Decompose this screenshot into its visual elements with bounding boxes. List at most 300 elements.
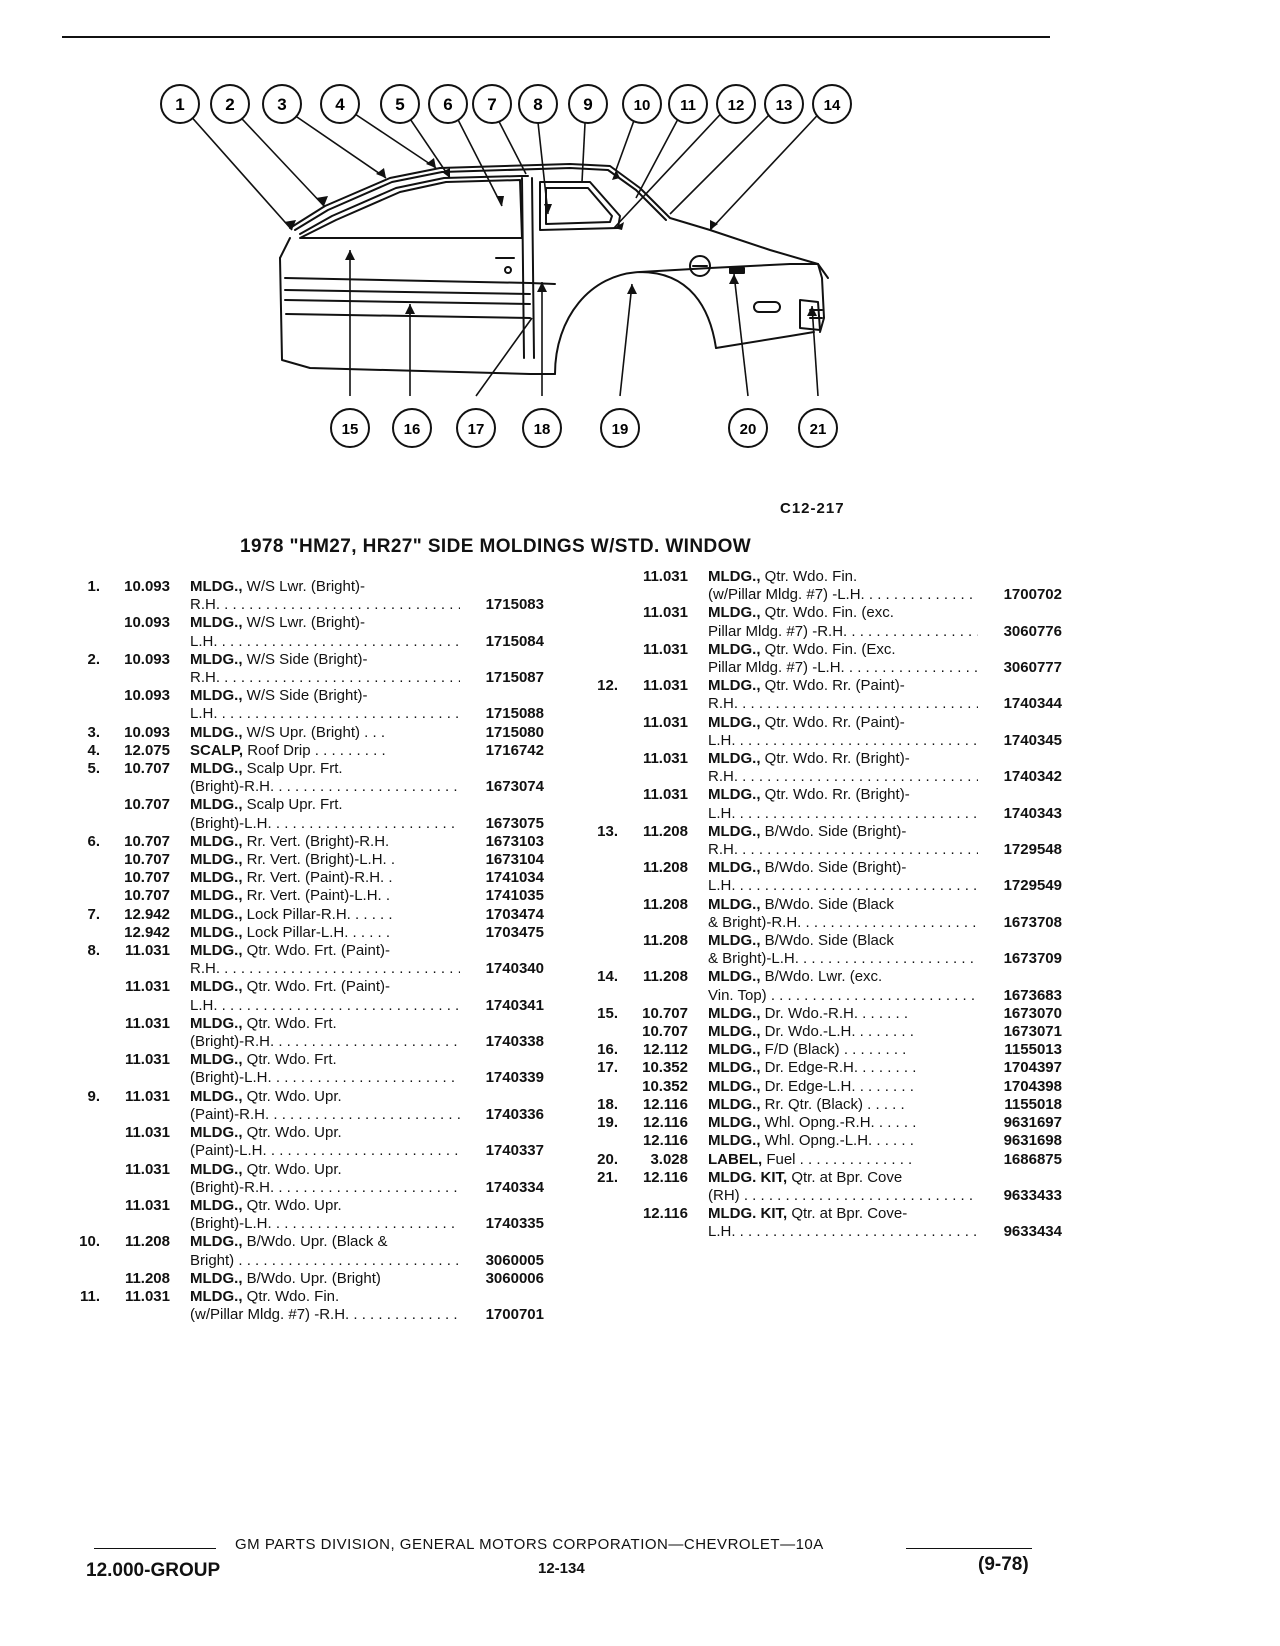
description-line-1: B/Wdo. Side (Black (760, 932, 894, 950)
description-line-2: Vin. Top) (708, 986, 767, 1004)
part-description (708, 1059, 1062, 1077)
description-line-1: W/S Upr. (Bright) . . . (242, 723, 386, 741)
part-description (190, 578, 544, 614)
group-number: 11.031 (642, 604, 688, 622)
item-number: 18. (597, 1095, 618, 1113)
parts-entry (74, 724, 544, 742)
description-line-1: Qtr. Wdo. Fin. (242, 1287, 340, 1305)
callout-number: 8 (533, 95, 543, 114)
part-description (190, 1197, 544, 1233)
callout-number: 1 (175, 95, 185, 114)
callout-number: 17 (467, 421, 485, 438)
group-number: 12.112 (642, 1041, 688, 1059)
parts-entry (592, 1041, 1062, 1059)
part-description (190, 1270, 544, 1288)
description-line-1: Lock Pillar-R.H. . . . . . (242, 905, 393, 923)
part-number: 1715080 (485, 723, 544, 741)
leader-dots (738, 768, 978, 785)
part-keyword: MLDG., (708, 1059, 761, 1077)
description-line-1: W/S Lwr. (Bright)- (242, 578, 366, 595)
part-description (190, 1088, 544, 1124)
parts-entry (592, 641, 1062, 677)
description-line-1: Dr. Edge-L.H. . . . . . . . (760, 1077, 914, 1095)
parts-entry (74, 1051, 544, 1087)
group-number: 11.031 (642, 640, 688, 658)
description-line-1: Dr. Edge-R.H. . . . . . . . (760, 1059, 917, 1077)
part-number: 3060006 (485, 1269, 544, 1287)
part-number: 9633434 (1003, 1223, 1062, 1241)
part-number: 1740344 (1003, 695, 1062, 713)
part-number: 1740337 (485, 1142, 544, 1160)
parts-list-left (74, 578, 544, 1324)
description-line-2: (Bright)-R.H. (190, 1178, 275, 1196)
group-number: 12.116 (642, 1168, 688, 1186)
description-line-2: L.H. (708, 877, 736, 895)
group-number: 10.707 (124, 869, 170, 887)
part-number: 1740342 (1003, 768, 1062, 786)
leader-dots (274, 1033, 460, 1050)
description-line-1: W/S Side (Bright)- (242, 687, 368, 705)
part-keyword: MLDG., (190, 723, 243, 741)
part-keyword: MLDG. KIT, (708, 1168, 788, 1186)
parts-entry (74, 942, 544, 978)
description-line-1: Qtr. Wdo. Rr. (Paint)- (760, 713, 905, 731)
leader-dots (736, 805, 978, 822)
part-keyword: MLDG., (190, 796, 243, 814)
description-line-2: R.H. (708, 841, 738, 859)
group-number: 11.208 (642, 968, 688, 986)
group-number: 11.208 (642, 859, 688, 877)
item-number: 10. (79, 1233, 100, 1251)
description-line-1: Whl. Opng.-L.H. . . . . . (760, 1132, 914, 1150)
description-line-2: L.H. (708, 1223, 736, 1241)
leader-dots (847, 623, 978, 640)
callout-number: 7 (487, 95, 497, 114)
parts-entry (74, 687, 544, 723)
group-label: 12.000-GROUP (86, 1560, 221, 1581)
parts-entry (592, 714, 1062, 750)
leader-dots (220, 960, 460, 977)
description-line-2: (RH) (708, 1186, 740, 1204)
item-number: 19. (597, 1114, 618, 1132)
parts-entry (592, 1169, 1062, 1205)
part-keyword: MLDG., (190, 887, 243, 905)
callout-number: 21 (809, 421, 827, 438)
group-number: 11.208 (642, 932, 688, 950)
group-number: 12.942 (124, 905, 170, 923)
group-number: 11.208 (124, 1269, 170, 1287)
part-description (190, 1233, 544, 1269)
part-number: 1729548 (1003, 841, 1062, 859)
description-line-1: Qtr. Wdo. Upr. (242, 1160, 342, 1178)
group-number: 10.707 (642, 1004, 688, 1022)
part-description (190, 1124, 544, 1160)
part-keyword: MLDG., (190, 1087, 243, 1105)
part-number: 1155018 (1004, 1095, 1062, 1113)
group-number: 10.093 (124, 687, 170, 705)
group-number: 10.707 (124, 851, 170, 869)
description-line-1: Scalp Upr. Frt. (242, 760, 343, 778)
part-description (190, 796, 544, 832)
description-line-1: Qtr. Wdo. Upr. (242, 1124, 342, 1142)
part-keyword: MLDG., (190, 832, 243, 850)
part-description (190, 742, 544, 760)
part-keyword: MLDG., (190, 1160, 243, 1178)
part-keyword: MLDG., (190, 1014, 243, 1032)
item-number: 8. (87, 942, 100, 960)
description-line-1: Rr. Vert. (Bright)-L.H. . (242, 851, 396, 869)
part-description (708, 1132, 1062, 1150)
leader-dots (218, 997, 460, 1014)
parts-entry (74, 1124, 544, 1160)
leader-dots (740, 1187, 978, 1204)
description-line-2: (Bright)-R.H. (190, 778, 275, 796)
item-number: 21. (597, 1168, 618, 1186)
part-number: 1673074 (485, 778, 544, 796)
part-keyword: MLDG., (190, 905, 243, 923)
part-number: 1703475 (485, 923, 544, 941)
description-line-2: R.H. (708, 695, 738, 713)
part-keyword: MLDG., (708, 640, 761, 658)
leader-dots (272, 1069, 460, 1086)
leader-dots (274, 1179, 460, 1196)
group-number: 12.116 (642, 1114, 688, 1132)
description-line-2: R.H. (190, 669, 220, 687)
part-keyword: MLDG., (708, 604, 761, 622)
part-number: 3060005 (485, 1251, 544, 1269)
description-line-2: (Bright)-L.H. (190, 1069, 272, 1087)
parts-entry (592, 1005, 1062, 1023)
part-description (190, 687, 544, 723)
group-number: 11.031 (642, 568, 688, 585)
group-number: 10.352 (642, 1077, 688, 1095)
description-line-1: Lock Pillar-L.H. . . . . . (242, 923, 391, 941)
part-keyword: MLDG., (190, 923, 243, 941)
part-number: 1740336 (485, 1105, 544, 1123)
callouts-top (161, 85, 851, 123)
part-keyword: MLDG., (190, 687, 243, 705)
callout-number: 16 (403, 421, 421, 438)
item-number: 13. (597, 822, 618, 840)
part-number: 1716742 (485, 741, 544, 759)
leader-dots (218, 633, 460, 650)
footer-publisher: GM PARTS DIVISION, GENERAL MOTORS CORPORATION—CHEVROLET—10A (235, 1536, 824, 1553)
part-description (708, 823, 1062, 859)
group-number: 10.352 (642, 1059, 688, 1077)
part-keyword: MLDG., (708, 822, 761, 840)
part-number: 1704398 (1003, 1077, 1062, 1095)
description-line-1: Dr. Wdo.-R.H. . . . . . . (760, 1004, 909, 1022)
item-number: 6. (87, 832, 100, 850)
part-description (190, 724, 544, 742)
part-number: 1155013 (1004, 1041, 1062, 1059)
part-keyword: MLDG., (190, 978, 243, 996)
description-line-2: L.H. (190, 705, 218, 723)
part-description (708, 896, 1062, 932)
part-keyword: MLDG., (708, 968, 761, 986)
description-line-2: (Paint)-R.H. (190, 1105, 270, 1123)
description-line-1: Qtr. Wdo. Frt. (Paint)- (242, 978, 391, 996)
part-number: 1741034 (485, 869, 544, 887)
leader-dots (736, 877, 978, 894)
part-description (708, 1205, 1062, 1241)
description-line-1: Rr. Vert. (Paint)-L.H. . (242, 887, 391, 905)
part-keyword: MLDG., (708, 1095, 761, 1113)
leader-dots (845, 659, 978, 676)
parts-entry (74, 742, 544, 760)
description-line-2: L.H. (708, 804, 736, 822)
group-number: 12.116 (642, 1205, 688, 1223)
group-number: 10.707 (642, 1023, 688, 1041)
part-description (708, 1169, 1062, 1205)
callout-number: 11 (680, 97, 696, 114)
item-number: 5. (87, 760, 100, 778)
part-description (708, 1041, 1062, 1059)
item-number: 20. (597, 1150, 618, 1168)
description-line-2: (w/Pillar Mldg. #7) -R.H. . . . . (190, 1306, 383, 1324)
part-number: 9631697 (1003, 1114, 1062, 1132)
part-number: 1673683 (1003, 986, 1062, 1004)
part-keyword: MLDG., (190, 942, 243, 960)
part-number: 1740340 (485, 960, 544, 978)
parts-entry (74, 1161, 544, 1197)
group-number: 11.031 (124, 1196, 170, 1214)
description-line-1: W/S Side (Bright)- (242, 650, 368, 668)
item-number: 4. (87, 741, 100, 759)
parts-entry (592, 1114, 1062, 1132)
top-rule (62, 36, 1050, 38)
description-line-1: Rr. Qtr. (Black) . . . . . (760, 1095, 905, 1113)
part-number: 3060777 (1003, 659, 1062, 677)
group-number: 10.707 (124, 832, 170, 850)
leader-dots (272, 815, 460, 832)
part-description (190, 760, 544, 796)
part-description (708, 859, 1062, 895)
description-line-2: R.H. (190, 960, 220, 978)
parts-entry (74, 614, 544, 650)
part-keyword: MLDG., (708, 1041, 761, 1059)
part-keyword: MLDG., (708, 1077, 761, 1095)
description-line-1: B/Wdo. Upr. (Bright) (242, 1269, 381, 1287)
parts-entry (592, 968, 1062, 1004)
footer-rule-left (94, 1548, 216, 1549)
part-number: 1686875 (1003, 1150, 1062, 1168)
part-description (708, 677, 1062, 713)
part-number: 1673075 (485, 814, 544, 832)
parts-entry (74, 887, 544, 905)
part-description (708, 714, 1062, 750)
callout-number: 9 (583, 95, 593, 114)
description-line-2: R.H. (190, 596, 220, 614)
leader-lines (180, 104, 828, 396)
parts-entry (74, 906, 544, 924)
leader-dots (898, 586, 978, 603)
parts-entry (592, 1059, 1062, 1077)
description-line-1: Qtr. Wdo. Frt. (242, 1051, 337, 1069)
part-keyword: MLDG., (708, 1023, 761, 1041)
part-number: 9631698 (1003, 1132, 1062, 1150)
item-number: 9. (87, 1087, 100, 1105)
parts-entry (592, 1096, 1062, 1114)
description-line-1: Scalp Upr. Frt. (242, 796, 343, 814)
part-keyword: MLDG., (708, 568, 761, 585)
date-code: (9-78) (978, 1554, 1029, 1575)
parts-entry (592, 568, 1062, 604)
parts-entry (74, 1088, 544, 1124)
leader-dots (799, 950, 978, 967)
part-keyword: MLDG., (708, 1114, 761, 1132)
parts-entry (74, 1233, 544, 1269)
callout-number: 10 (633, 97, 651, 114)
description-line-1: Qtr. Wdo. Rr. (Bright)- (760, 750, 910, 768)
part-number: 1673104 (485, 851, 544, 869)
parts-entry (74, 978, 544, 1014)
description-line-1: Qtr. at Bpr. Cove (787, 1168, 903, 1186)
part-number: 1673070 (1003, 1004, 1062, 1022)
part-description (190, 887, 544, 905)
parts-entry (592, 604, 1062, 640)
part-number: 1715087 (485, 669, 544, 687)
description-line-1: Qtr. Wdo. Fin. (exc. (760, 604, 894, 622)
part-description (190, 924, 544, 942)
car-body-outline (280, 164, 828, 374)
description-line-1: Qtr. Wdo. Upr. (242, 1196, 342, 1214)
parts-entry (592, 677, 1062, 713)
part-keyword: MLDG., (190, 851, 243, 869)
part-description (190, 1051, 544, 1087)
part-keyword: MLDG., (190, 1124, 243, 1142)
part-keyword: SCALP, (190, 741, 244, 759)
item-number: 3. (87, 723, 100, 741)
description-line-1: Qtr. Wdo. Rr. (Bright)- (760, 786, 910, 804)
parts-entry (592, 1078, 1062, 1096)
leader-dots (218, 705, 460, 722)
section-title: 1978 "HM27, HR27" SIDE MOLDINGS W/STD. WINDOW (240, 536, 752, 557)
parts-entry (74, 760, 544, 796)
group-number: 11.208 (642, 822, 688, 840)
group-number: 11.031 (124, 1051, 170, 1069)
side-moldings-diagram (150, 78, 910, 478)
part-number: 1715088 (485, 705, 544, 723)
part-keyword: MLDG., (190, 650, 243, 668)
part-keyword: MLDG., (708, 932, 761, 950)
part-keyword: MLDG., (708, 713, 761, 731)
callout-number: 4 (335, 95, 345, 114)
item-number: 16. (597, 1041, 618, 1059)
description-line-1: F/D (Black) . . . . . . . . (760, 1041, 907, 1059)
part-number: 1673708 (1003, 913, 1062, 931)
group-number: 11.031 (124, 1124, 170, 1142)
part-description (708, 1096, 1062, 1114)
group-number: 12.075 (124, 741, 170, 759)
part-number: 1673103 (485, 832, 544, 850)
part-description (190, 614, 544, 650)
part-description (190, 978, 544, 1014)
description-line-2: (Bright)-L.H. (190, 1215, 272, 1233)
part-description (190, 1015, 544, 1051)
description-line-2: R.H. (708, 768, 738, 786)
description-line-2: (Bright)-L.H. (190, 814, 272, 832)
part-keyword: MLDG., (190, 614, 243, 632)
description-line-2: Pillar Mldg. #7) -L.H. (708, 659, 845, 677)
part-number: 9633433 (1003, 1186, 1062, 1204)
part-description (190, 851, 544, 869)
description-line-1: Qtr. Wdo. Fin. (Exc. (760, 640, 896, 658)
part-number: 1740345 (1003, 731, 1062, 749)
description-line-2: L.H. (190, 632, 218, 650)
description-line-1: B/Wdo. Side (Black (760, 895, 894, 913)
parts-entry (592, 750, 1062, 786)
part-description (190, 833, 544, 851)
parts-entry (74, 851, 544, 869)
item-number: 14. (597, 968, 618, 986)
group-number: 11.031 (124, 1287, 170, 1305)
leader-dots (274, 778, 460, 795)
leader-dots (269, 1106, 460, 1123)
part-description (708, 786, 1062, 822)
part-keyword: MLDG., (708, 750, 761, 768)
part-number: 1740335 (485, 1215, 544, 1233)
parts-entry (592, 932, 1062, 968)
parts-entry (74, 924, 544, 942)
description-line-1: Qtr. Wdo. Frt. (242, 1014, 337, 1032)
part-number: 1700702 (1003, 586, 1062, 604)
part-number: 1729549 (1003, 877, 1062, 895)
group-number: 10.093 (124, 614, 170, 632)
part-keyword: MLDG., (708, 677, 761, 695)
group-number: 11.031 (642, 677, 688, 695)
callout-number: 19 (611, 421, 629, 438)
item-number: 7. (87, 905, 100, 923)
parts-entry (592, 1151, 1062, 1169)
parts-list-right (592, 568, 1062, 1242)
leader-dots (736, 732, 978, 749)
part-number: 1740338 (485, 1033, 544, 1051)
group-number: 11.208 (642, 895, 688, 913)
leader-dots (267, 1142, 460, 1159)
group-number: 11.031 (124, 1160, 170, 1178)
part-description (190, 869, 544, 887)
part-number: 1740341 (485, 996, 544, 1014)
parts-entry (592, 1205, 1062, 1241)
part-description (190, 1161, 544, 1197)
part-description (190, 906, 544, 924)
description-line-1: B/Wdo. Side (Bright)- (760, 822, 907, 840)
description-line-1: Rr. Vert. (Paint)-R.H. . (242, 869, 393, 887)
parts-entry (592, 823, 1062, 859)
leader-dots (220, 669, 460, 686)
parts-entry (74, 1197, 544, 1233)
part-description (708, 1114, 1062, 1132)
group-number: 11.031 (642, 786, 688, 804)
part-description (708, 1151, 1062, 1169)
part-description (708, 604, 1062, 640)
part-keyword: MLDG., (190, 869, 243, 887)
part-number: 1741035 (485, 887, 544, 905)
part-description (708, 932, 1062, 968)
description-line-1: W/S Lwr. (Bright)- (242, 614, 366, 632)
figure-code: C12-217 (780, 500, 845, 517)
group-number: 3.028 (650, 1150, 688, 1168)
part-description (708, 1078, 1062, 1096)
group-number: 10.093 (124, 650, 170, 668)
leader-dots (738, 695, 978, 712)
part-keyword: MLDG., (708, 786, 761, 804)
item-number: 2. (87, 650, 100, 668)
part-number: 1700701 (485, 1306, 544, 1324)
item-number: 17. (597, 1059, 618, 1077)
part-keyword: MLDG. KIT, (708, 1205, 788, 1223)
